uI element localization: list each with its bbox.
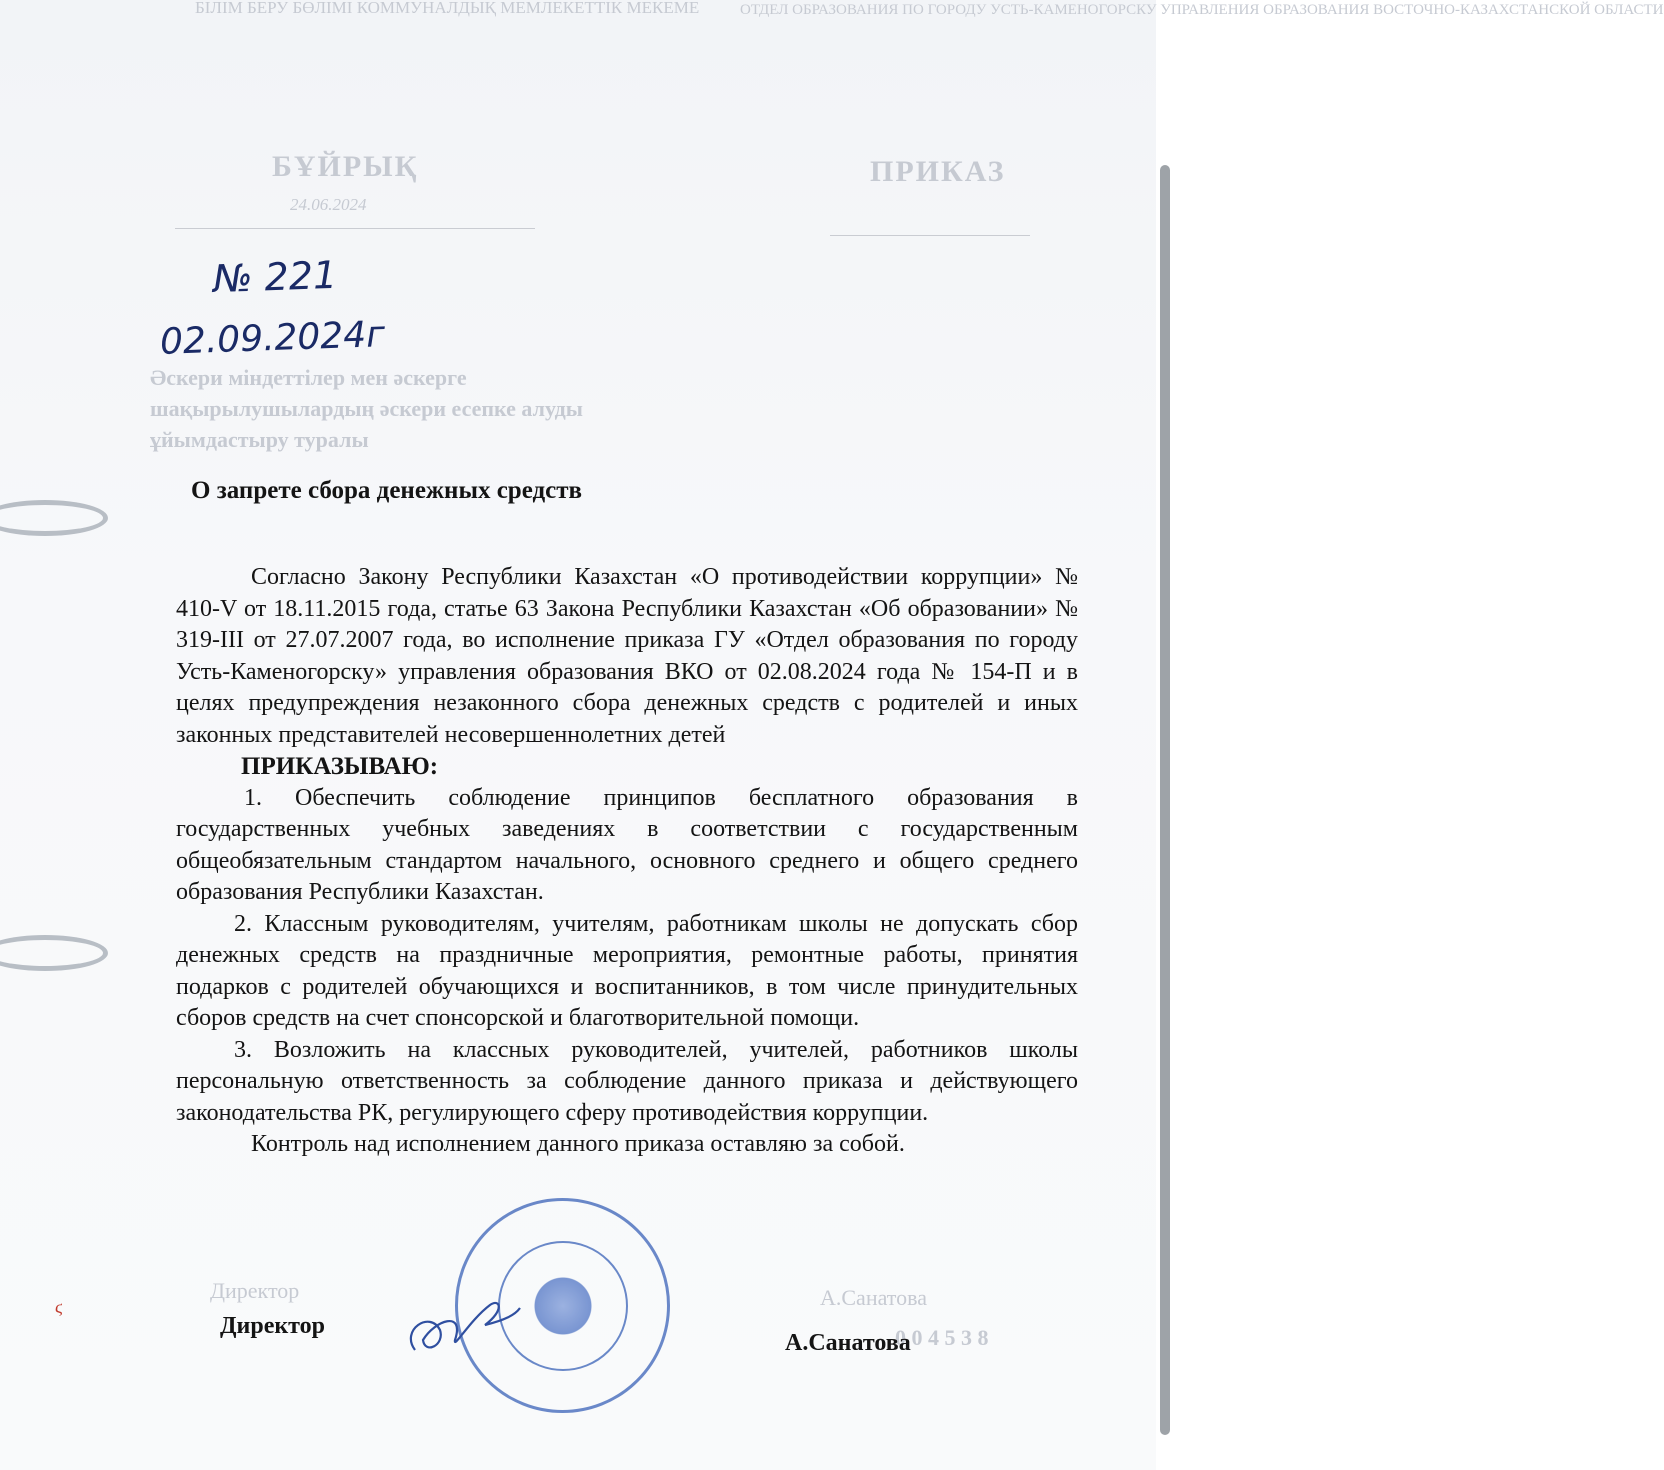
signer-name: А.Санатова — [785, 1330, 911, 1356]
ghost-number-line — [830, 235, 1030, 236]
handwritten-order-number: № 221 — [212, 252, 338, 302]
vertical-scrollbar[interactable] — [1160, 165, 1170, 1435]
ghost-serial-number: 0 0 4 5 3 8 — [895, 1325, 989, 1350]
order-body — [176, 562, 1078, 1161]
ghost-left-date: 24.06.2024 — [290, 195, 367, 214]
binder-ring-top — [0, 500, 108, 536]
order-item-2: 2. Классным руководителям, учителям, работникам школы не допускать сбор денежных средств на праздничные мероприятия, ремонтные работы, принятия подарков с родителей обучающихся и воспитанников, в том числе принудительных сборов средств на счет спонсорской и благотворительной помощи. — [176, 910, 1078, 1031]
red-pen-mark: ϛ — [55, 1297, 63, 1317]
order-title: О запрете сбора денежных средств — [191, 477, 583, 504]
ghost-left-org: БІЛІМ БЕРУ БӨЛІМІ КОММУНАЛДЫҚ МЕМЛЕКЕТТІК МЕКЕМЕ — [195, 0, 700, 17]
ghost-left-title: БҰЙРЫҚ — [272, 150, 419, 183]
ghost-right-title: ПРИКАЗ — [870, 155, 1006, 188]
ghost-date-line — [175, 228, 535, 229]
preamble-paragraph: Согласно Закону Республики Казахстан «О противодействии коррупции» № 410-V от 18.11.2015 года, статье 63 Закона Республики Казахстан «Об образовании» № 319-III от 27.07.2007 года, во исполнение приказа ГУ «Отдел образования по городу Усть-Каменогорску» управления образования ВКО от 02.08.2024 года № 154-П и в целях предупреждения незаконного сбора денежных средств с родителей и иных законных представителей несовершеннолетних детей — [176, 564, 1078, 748]
order-item-1: 1. Обеспечить соблюдение принципов бесплатного образования в государственных учебных заведениях в соответствии с государственным общеобязательным стандартом начального, основного среднего и общего среднего образования Республики Казахстан. — [176, 784, 1078, 905]
handwritten-signature — [395, 1290, 525, 1370]
ghost-old-subject: Әскери міндеттілер мен әскерге шақырылушылардың әскери есепке алуды ұйымдастыру туралы — [150, 365, 583, 452]
binder-ring-bottom — [0, 935, 108, 971]
order-item-3: 3. Возложить на классных руководителей, учителей, работников школы персональную ответственность за соблюдение данного приказа и действующего законодательства РК, регулирующего сферу противодействия коррупции. — [176, 1036, 1078, 1126]
handwritten-order-date: 02.09.2024г — [159, 314, 386, 363]
ghost-signer-name: А.Санатова — [820, 1285, 927, 1310]
ghost-signer-title: Директор — [210, 1278, 300, 1303]
ghost-right-org: ОТДЕЛ ОБРАЗОВАНИЯ ПО ГОРОДУ УСТЬ-КАМЕНОГОРСКУ УПРАВЛЕНИЯ ОБРАЗОВАНИЯ ВОСТОЧНО-КАЗАХСТАНСКОЙ ОБЛАСТИ — [740, 2, 1664, 18]
seal-emblem — [530, 1273, 596, 1339]
signer-title: Директор — [220, 1313, 325, 1339]
control-paragraph: Контроль над исполнением данного приказа оставляю за собой. — [251, 1131, 905, 1157]
order-word: ПРИКАЗЫВАЮ: — [241, 753, 439, 780]
